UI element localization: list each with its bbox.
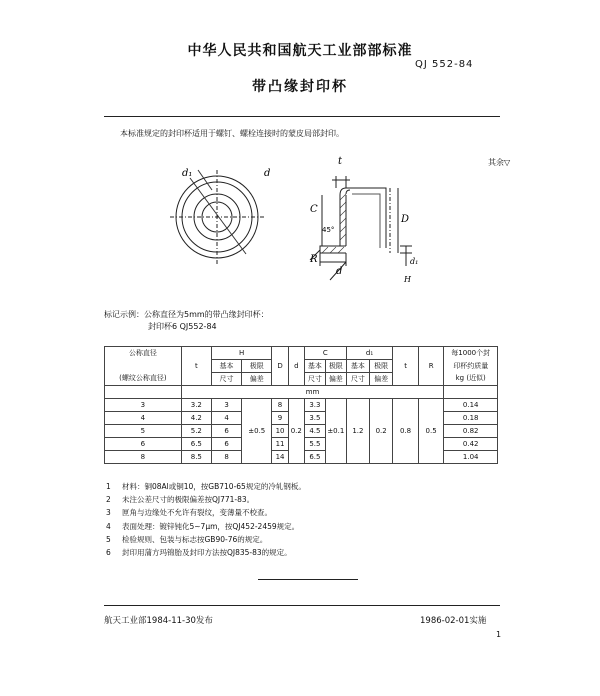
top-rule — [104, 116, 500, 117]
header-C: C — [304, 347, 346, 360]
footer-rule — [104, 605, 500, 606]
header-d1-tol: 极限 — [370, 360, 393, 373]
label-d1-bottom: d₁ — [410, 257, 419, 266]
header-d1: d₁ — [346, 347, 393, 360]
header-t2: t — [393, 347, 419, 386]
merged-d1-tol: 0.2 — [370, 399, 393, 464]
issue-date: 航天工业部1984-11-30发布 — [104, 616, 213, 626]
header-D: D — [272, 347, 288, 386]
header-d: d — [288, 347, 304, 386]
marking-example-line2: 封印杯6 QJ552-84 — [148, 322, 217, 331]
header-t: t — [181, 347, 211, 386]
label-D: D — [401, 214, 410, 225]
table-row: 4 4.2 4 9 3.5 0.18 — [105, 412, 498, 425]
header-mass-c: kg (近似) — [444, 373, 498, 386]
header-C-tol2: 偏差 — [325, 373, 346, 386]
label-H: H — [404, 275, 411, 284]
header-nominal-b: (螺纹公称直径) — [105, 373, 182, 386]
label-c: C — [310, 204, 318, 215]
label-angle: 45° — [322, 226, 335, 234]
header-C-tol: 极限 — [325, 360, 346, 373]
header-d1-base: 基本 — [346, 360, 369, 373]
label-d-bottom: d — [336, 266, 343, 277]
table-header-row-1 — [105, 347, 498, 360]
roughness-note: 其余▽ — [488, 158, 511, 167]
label-d1-top: d₁ — [182, 168, 193, 179]
list-item: 4 表面处理：镀锌钝化5~7μm，按QJ452-2459规定。 — [106, 521, 300, 531]
header-H-tol2: 偏差 — [242, 373, 272, 386]
effective-date: 1986-02-01实施 — [420, 616, 487, 626]
merged-h-tol: ±0.5 — [242, 399, 272, 464]
label-R: R — [310, 254, 318, 265]
header-mass-a: 每1000个封 — [444, 347, 498, 360]
table-row: 3 3.2 3 ±0.5 8 0.2 3.3 ±0.1 1.2 0.2 0.8 0.5 0.14 — [105, 399, 498, 412]
top-view — [170, 170, 264, 264]
standard-body: 中华人民共和国航天工业部部标准 — [187, 43, 413, 59]
marking-example-line1: 标记示例：公称直径为5mm的带凸缘封印杯： — [104, 310, 269, 319]
merged-t2: 0.8 — [393, 399, 419, 464]
label-d-top: d — [264, 168, 271, 179]
table-row: 6 6.5 6 11 5.5 0.42 — [105, 438, 498, 451]
label-t: t — [338, 156, 343, 167]
document-title: 带凸缘封印杯 — [252, 79, 348, 95]
list-item: 5 检验规则、包装与标志按GB90-76的规定。 — [106, 534, 268, 544]
header-C-base2: 尺寸 — [304, 373, 325, 386]
header-H: H — [211, 347, 271, 360]
list-item: 3 匣角与边缘处不允许有裂纹，变薄量不校查。 — [106, 508, 272, 518]
page-number: 1 — [496, 630, 502, 639]
list-item: 1 材料：铜08Al或铜10，按GB710-65规定的冷轧钢板。 — [106, 482, 306, 491]
intro-text: 本标准规定的封印杯适用于螺钉、螺栓连接时的蒙皮局部封印。 — [120, 129, 344, 138]
end-rule — [258, 579, 358, 580]
merged-d1-base: 1.2 — [346, 399, 369, 464]
header-R: R — [418, 347, 444, 386]
header-mass-b: 印杯约质量 — [444, 360, 498, 373]
table-row: 5 5.2 6 10 4.5 0.82 — [105, 425, 498, 438]
merged-c-tol: ±0.1 — [325, 399, 346, 464]
merged-R: 0.5 — [418, 399, 444, 464]
header-H-base: 基本 — [211, 360, 241, 373]
header-d1-tol2: 偏差 — [370, 373, 393, 386]
header-nominal-a: 公称直径 — [105, 347, 182, 360]
merged-d: 0.2 — [288, 399, 304, 464]
list-item: 2 未注公差尺寸的极限偏差按QJ771-83。 — [106, 495, 255, 505]
header-H-base2: 尺寸 — [211, 373, 241, 386]
table-row: 8 8.5 8 14 6.5 1.04 — [105, 451, 498, 464]
unit-row — [105, 386, 498, 399]
header-d1-base2: 尺寸 — [346, 373, 369, 386]
spec-table — [104, 346, 498, 464]
list-item: 6 封印用蒲方玛锦胎及封印方法按QJ835-83的规定。 — [106, 548, 292, 558]
header-C-base: 基本 — [304, 360, 325, 373]
unit-label: mm — [181, 386, 444, 399]
notes-list — [106, 480, 306, 559]
header-H-tol: 极限 — [242, 360, 272, 373]
technical-drawing — [160, 150, 460, 300]
standard-code: QJ 552-84 — [415, 59, 474, 70]
